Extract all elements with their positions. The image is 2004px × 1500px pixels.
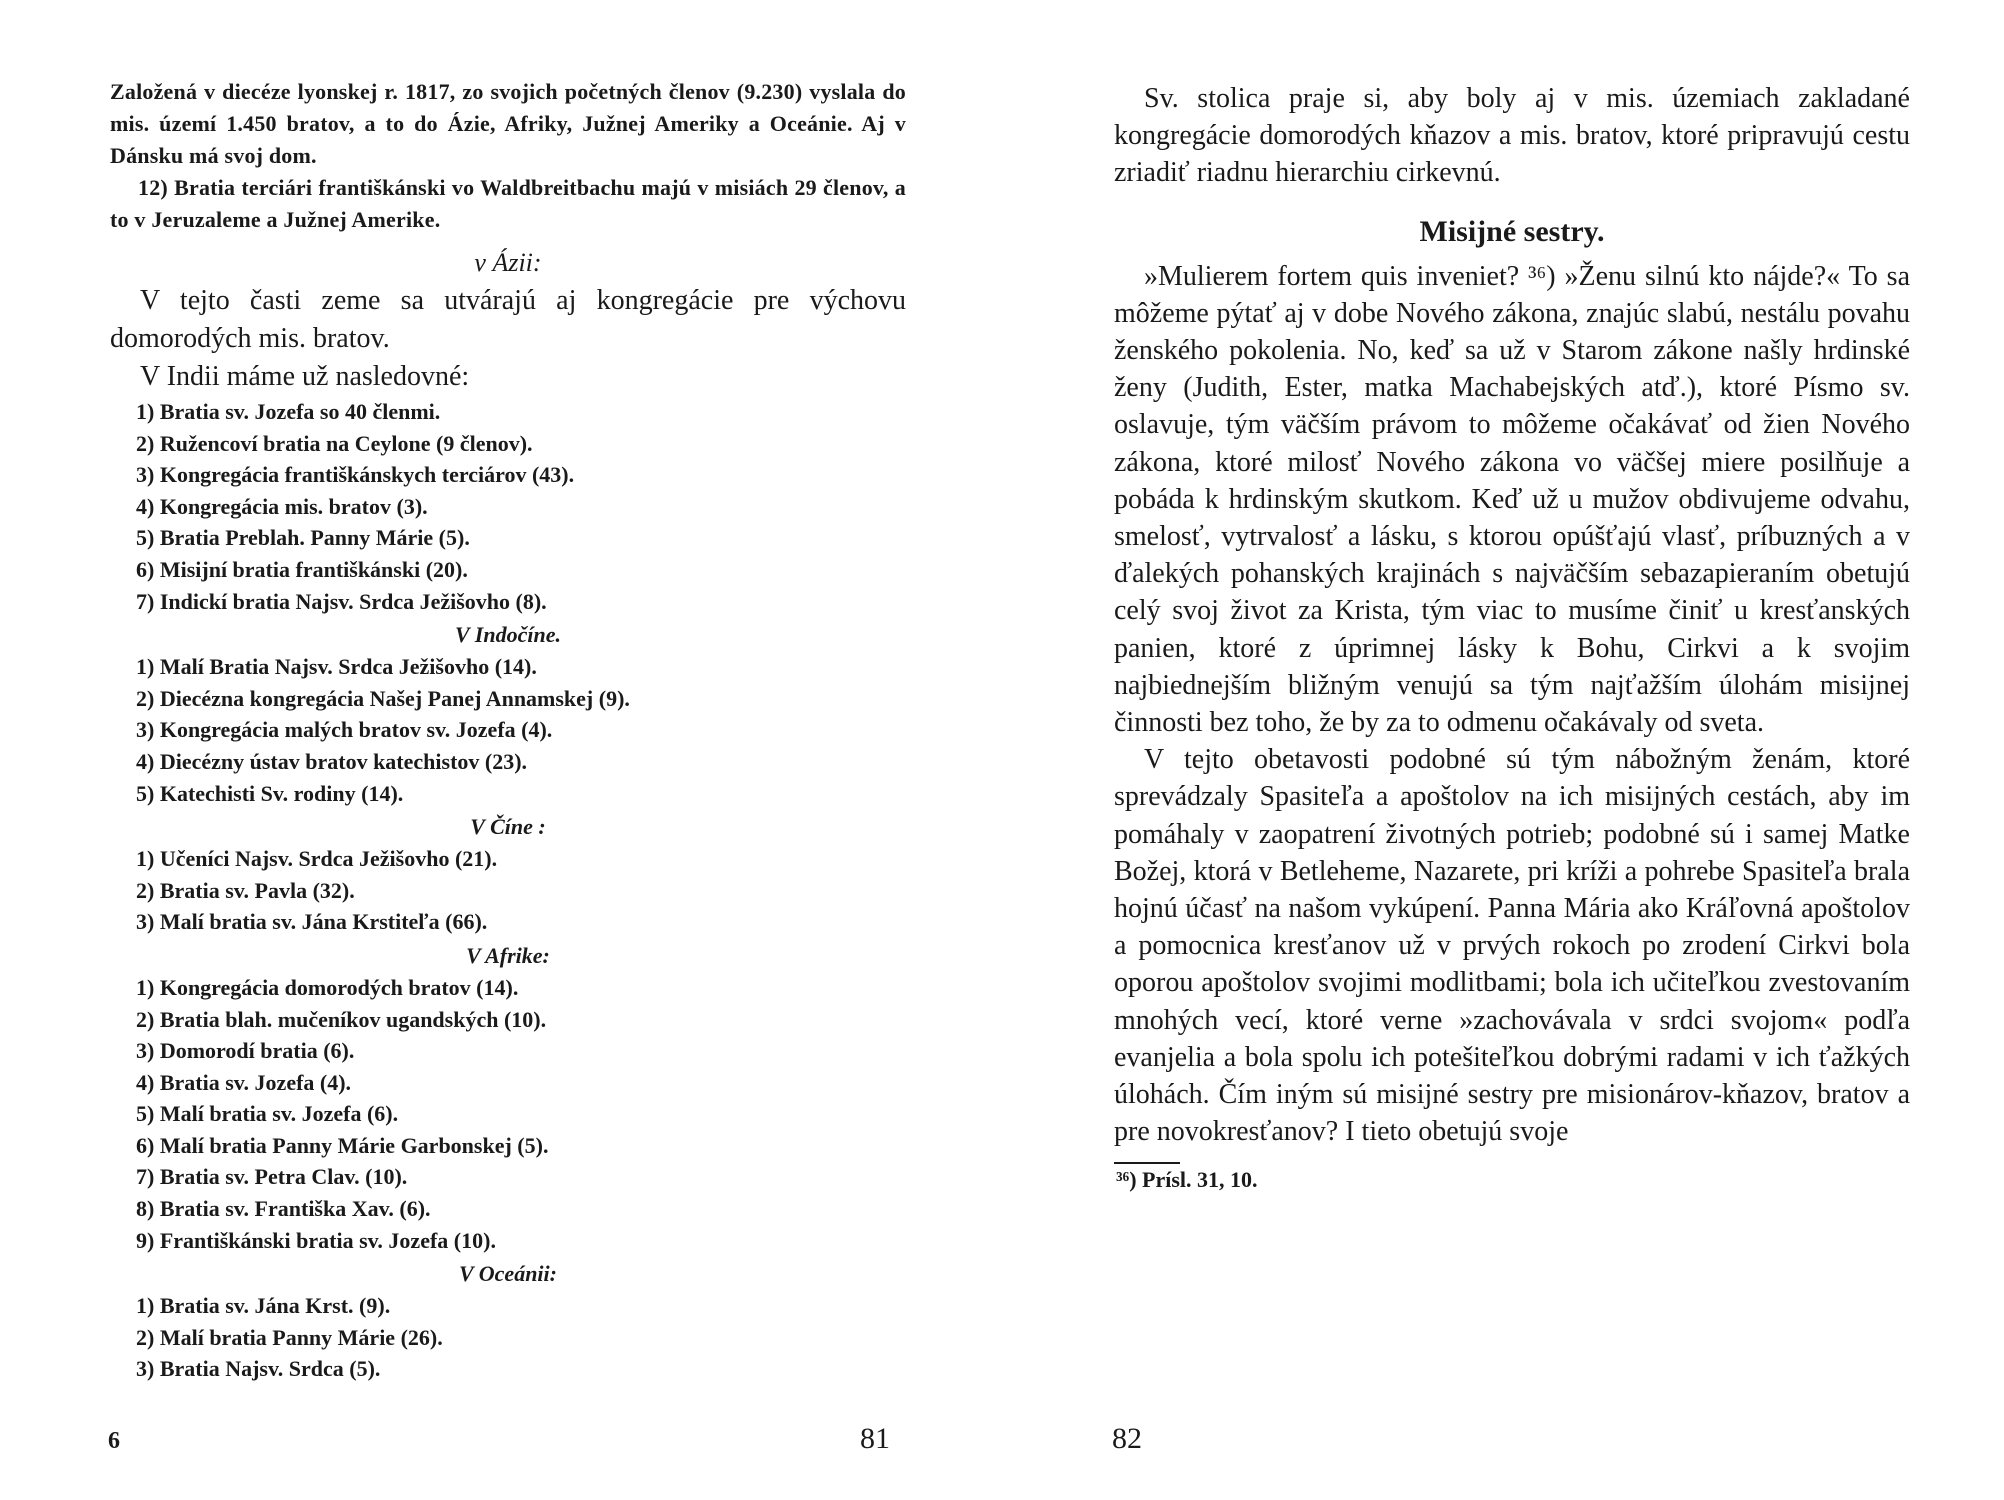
indochina-heading: V Indočíne. [455, 622, 561, 648]
intro-paragraph: Založená v diecéze lyonskej r. 1817, zo svojich početných členov (9.230) vyslala do mis. území 1.450 bratov, a to do Ázie, Afriky, Južnej Ameriky a Oceánie. Aj v Dánsku má svoj dom. [110, 79, 906, 168]
list-item: 4) Kongregácia mis. bratov (3). [136, 493, 428, 519]
list-item: 2) Bratia blah. mučeníkov ugandských (10). [136, 1006, 547, 1032]
section-heading: Misijné sestry. [1419, 214, 1605, 248]
india-intro-text: V Indii máme už nasledovné: [140, 361, 470, 392]
item-12-paragraph: 12) Bratia terciári františkánski vo Waldbreitbachu majú v misiách 29 členov, a to v Jeruzaleme a Južnej Amerike. [110, 175, 906, 232]
page-number-left: 81 [860, 1422, 890, 1455]
list-item: 2) Diecézna kongregácia Našej Panej Annamskej (9). [136, 685, 630, 711]
africa-heading: V Afrike: [466, 942, 550, 968]
list-item: 6) Misijní bratia františkánski (20). [136, 556, 468, 582]
list-item: 3) Bratia Najsv. Srdca (5). [136, 1356, 381, 1382]
oceania-heading: V Oceánii: [459, 1261, 557, 1287]
oceania-list [110, 1290, 906, 1385]
signature-mark: 6 [108, 1428, 120, 1454]
list-item: 9) Františkánski bratia sv. Jozefa (10). [136, 1227, 496, 1253]
list-item: 7) Indickí bratia Najsv. Srdca Ježišovho (8). [136, 588, 547, 614]
list-item: 3) Kongregácia malých bratov sv. Jozefa (4). [136, 717, 553, 743]
list-item: 2) Malí bratia Panny Márie (26). [136, 1324, 443, 1350]
left-page-text [110, 76, 906, 1385]
list-item: 1) Kongregácia domorodých bratov (14). [136, 974, 519, 1000]
list-item: 4) Bratia sv. Jozefa (4). [136, 1069, 352, 1095]
list-item: 5) Bratia Preblah. Panny Márie (5). [136, 525, 470, 551]
list-item: 6) Malí bratia Panny Márie Garbonskej (5). [136, 1132, 549, 1158]
list-item: 3) Kongregácia františkánskych terciárov (43). [136, 462, 575, 488]
body-paragraph-1: »Mulierem fortem quis inveniet? ³⁶) »Ženu silnú kto nájde?« To sa môžeme pýtať aj v dobe Nového zákona, znajúc slabú, nestálu povahu ženského pokolenia. No, keď sa už v Starom zákone našly hrdinské ženy (Judith, Ester, matka Machabejských atď.), ktoré Písmo sv. oslavuje, tým väčším právom to môžeme očakávať od žien Nového zákona, ktoré milosť Nového zákona vo väčšej miere posilňuje a pobáda k hrdinským skutkom. Keď už u mužov obdivujeme odvahu, smelosť, vytrvalosť a lásku, s ktorou opúšťajú vlasť, príbuzných a v ďalekých pohanských krajinách s najväčším sebazapieraním obetujú celý svoj život za Krista, tým viac to musíme činiť u kresťanských panien, ktoré z úprimnej lásky k Bohu, Cirkvi a k svojim najbiednejším bližným venujú sa tým najťažším úlohám misijnej činnosti bez toho, že by za to odmenu očakávaly od sveta. [1114, 260, 1910, 739]
body-paragraph-2: V tejto obetavosti podobné sú tým nábožným ženám, ktoré sprevádzaly Spasiteľa a apoštolov na ich misijných cestách, aby im pomáhaly v zaopatrení životných potrieb; podobné sú i samej Matke Božej, ktorá v Betleheme, Nazarete, pri kríži a pohrebe Spasiteľa brala hojnú účasť na našom vykúpení. Panna Mária ako Kráľovná apoštolov a pomocnica kresťanov už v prvých rokoch po zrodení Cirkvi bola oporou apoštolov svojimi modlitbami; bola ich učiteľkou zvestovaním mnohých vecí, ktoré verne »zachovávala v srdci svojom« podľa evanjelia a bola spolu ich potešiteľkou dobrými radami v ich ťažkých úlohách. Čím iným sú misijné sestry pre misionárov-kňazov, bratov a pre novokresťanov? I tieto obetujú svoje [1114, 744, 1910, 1148]
indochina-list [110, 651, 906, 809]
africa-list [110, 972, 906, 1256]
list-item: 1) Malí Bratia Najsv. Srdca Ježišovho (14). [136, 654, 537, 680]
list-item: 7) Bratia sv. Petra Clav. (10). [136, 1164, 408, 1190]
footnote: ³⁶) Prísl. 31, 10. [1116, 1167, 1258, 1193]
list-item: 5) Malí bratia sv. Jozefa (6). [136, 1101, 399, 1127]
right-page-text [1114, 80, 1910, 1196]
list-item: 8) Bratia sv. Františka Xav. (6). [136, 1196, 431, 1222]
list-item: 1) Bratia sv. Jána Krst. (9). [136, 1293, 391, 1319]
opening-paragraph: Sv. stolica praje si, aby boly aj v mis. územiach zakladané kongregácie domorodých kňazov a mis. bratov, ktoré pripravujú cestu zriadiť riadnu hierarchiu cirkevnú. [1114, 83, 1910, 189]
list-item: 3) Domorodí bratia (6). [136, 1038, 355, 1064]
list-item: 1) Učeníci Najsv. Srdca Ježišovho (21). [136, 846, 498, 872]
india-list [110, 396, 906, 617]
list-item: 2) Bratia sv. Pavla (32). [136, 877, 355, 903]
right-page [1002, 0, 2004, 1500]
list-item: 3) Malí bratia sv. Jána Krstiteľa (66). [136, 909, 488, 935]
china-heading: V Číne : [470, 814, 546, 840]
list-item: 1) Bratia sv. Jozefa so 40 členmi. [136, 399, 441, 424]
asia-heading: v Ázii: [474, 248, 542, 277]
list-item: 2) Ružencoví bratia na Ceylone (9 členov). [136, 430, 533, 456]
asia-intro-text: V tejto časti zeme sa utvárajú aj kongregácie pre výchovu domorodých mis. bratov. [110, 285, 906, 354]
page-number-right: 82 [1112, 1422, 1142, 1455]
list-item: 4) Diecézny ústav bratov katechistov (23). [136, 748, 528, 774]
china-list [110, 843, 906, 938]
list-item: 5) Katechisti Sv. rodiny (14). [136, 780, 404, 806]
